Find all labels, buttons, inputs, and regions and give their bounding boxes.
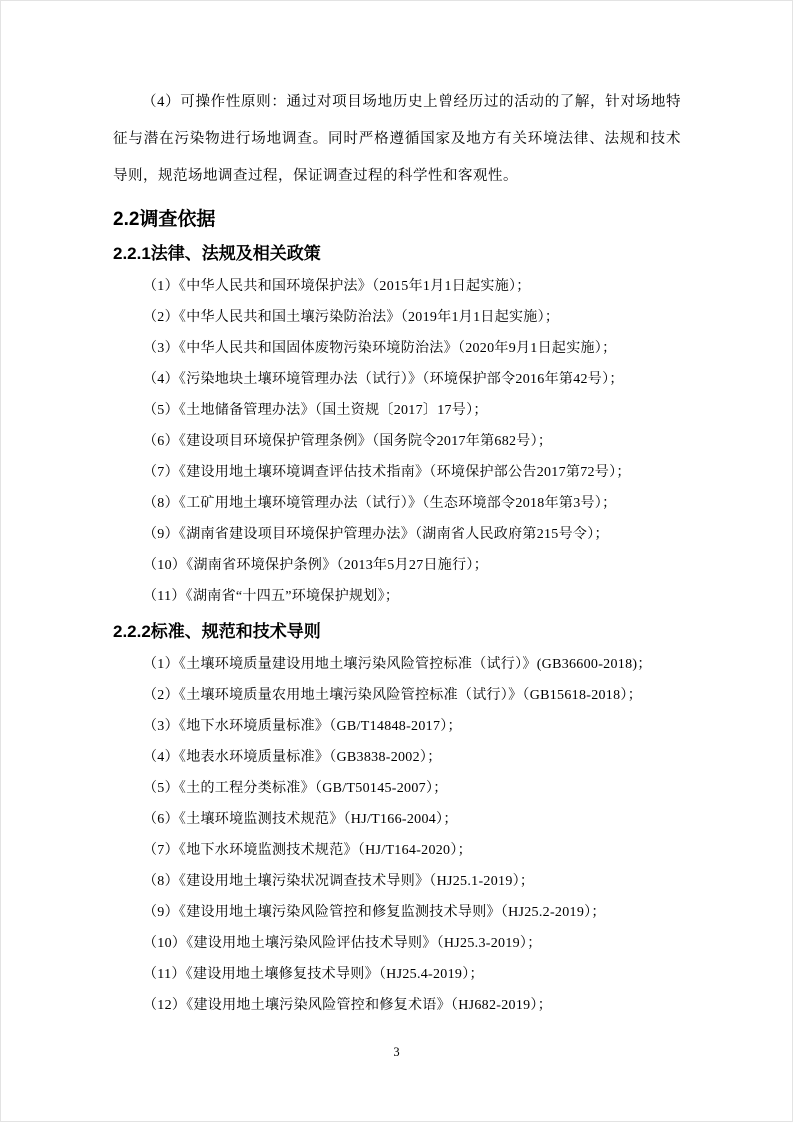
list-item: （4）《污染地块土壤环境管理办法（试行）》（环境保护部令2016年第42号）； [143, 372, 624, 387]
list-item: （6）《建设项目环境保护管理条例》（国务院令2017年第682号）； [143, 434, 553, 449]
list-item: （9）《建设用地土壤污染风险管控和修复监测技术导则》（HJ25.2-2019）； [143, 905, 606, 920]
subsection-1-title: 2.2.1法律、法规及相关政策 [113, 244, 321, 263]
list-item: （9）《湖南省建设项目环境保护管理办法》（湖南省人民政府第215号令）； [143, 527, 609, 542]
list-item: （12）《建设用地土壤污染风险管控和修复术语》（HJ682-2019）； [143, 998, 553, 1013]
standards-guidelines-list [113, 649, 681, 1021]
subsection-2-title: 2.2.2标准、规范和技术导则 [113, 622, 321, 641]
list-item: （8）《建设用地土壤污染状况调查技术导则》（HJ25.1-2019）； [143, 874, 535, 889]
list-item: （7）《建设用地土壤环境调查评估技术指南》（环境保护部公告2017第72号）； [143, 465, 631, 480]
list-item: （10）《湖南省环境保护条例》（2013年5月27日施行）； [143, 558, 488, 573]
list-item: （4）《地表水环境质量标准》（GB3838-2002）； [143, 750, 442, 765]
section-title: 2.2调查依据 [113, 209, 216, 230]
list-item: （6）《土壤环境监测技术规范》（HJ/T166-2004）； [143, 812, 458, 827]
list-item: （5）《土的工程分类标准》（GB/T50145-2007）； [143, 781, 448, 796]
list-item: （2）《中华人民共和国土壤污染防治法》（2019年1月1日起实施）； [143, 310, 560, 325]
laws-regulations-list [113, 271, 681, 612]
intro-paragraph: （4）可操作性原则：通过对项目场地历史上曾经历过的活动的了解，针对场地特征与潜在污染物进行场地调查。同时严格遵循国家及地方有关环境法律、法规和技术导则，规范场地调查过程，保证调查过程的科学性和客观性。 [113, 94, 681, 184]
list-item: （3）《中华人民共和国固体废物污染环境防治法》（2020年9月1日起实施）； [143, 341, 617, 356]
list-item: （2）《土壤环境质量农用地土壤污染风险管控标准（试行）》（GB15618-2018）； [143, 688, 643, 703]
list-item: （3）《地下水环境质量标准》（GB/T14848-2017）； [143, 719, 462, 734]
page-number: 3 [393, 1045, 400, 1059]
list-item: （11）《建设用地土壤修复技术导则》（HJ25.4-2019）； [143, 967, 484, 982]
list-item: （7）《地下水环境监测技术规范》（HJ/T164-2020）； [143, 843, 472, 858]
list-item: （11）《湖南省“十四五”环境保护规划》； [143, 589, 400, 604]
list-item: （10）《建设用地土壤污染风险评估技术导则》（HJ25.3-2019）； [143, 936, 542, 951]
list-item: （5）《土地储备管理办法》（国土资规〔2017〕17号）； [143, 403, 488, 418]
list-item: （1）《中华人民共和国环境保护法》（2015年1月1日起实施）； [143, 279, 531, 294]
list-item: （1）《土壤环境质量建设用地土壤污染风险管控标准（试行）》(GB36600-2018)； [143, 657, 652, 672]
list-item: （8）《工矿用地土壤环境管理办法（试行）》（生态环境部令2018年第3号）； [143, 496, 617, 511]
